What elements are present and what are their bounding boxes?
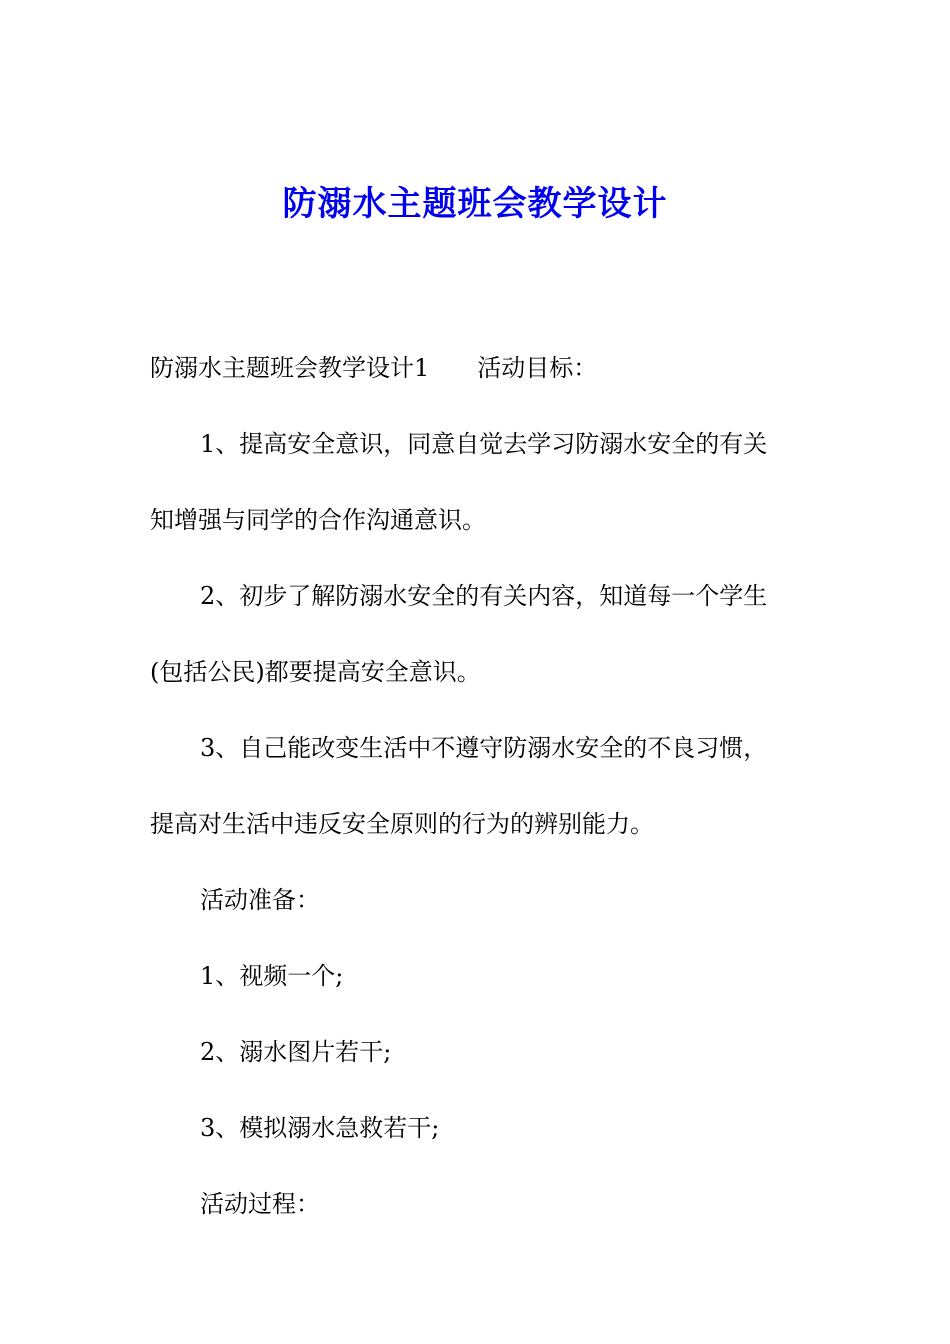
intro-right-text: 活动目标：: [477, 354, 598, 382]
prep-item-2: 2、溺水图片若干;: [200, 1038, 392, 1066]
prep-item-3: 3、模拟溺水急救若干;: [200, 1114, 440, 1142]
goal3-line2: 提高对生活中违反安全原则的行为的辨别能力。: [150, 810, 654, 838]
intro-line: [150, 330, 810, 406]
goal2-line1: 2、初步了解防溺水安全的有关内容，知道每一个学生: [200, 582, 768, 610]
goal2-line2: (包括公民)都要提高安全意识。: [150, 658, 481, 686]
goal1-line1: 1、提高安全意识，同意自觉去学习防溺水安全的有关: [200, 430, 768, 458]
goal3-line1: 3、自己能改变生活中不遵守防溺水安全的不良习惯，: [200, 734, 768, 762]
prep-heading: 活动准备：: [200, 886, 320, 914]
prep-item-1: 1、视频一个;: [200, 962, 344, 990]
intro-left-text: 防溺水主题班会教学设计1: [150, 354, 430, 382]
document-body: [150, 330, 810, 1242]
goal1-line2: 知增强与同学的合作沟通意识。: [150, 506, 486, 534]
page-title: 防溺水主题班会教学设计: [282, 184, 668, 224]
process-heading: 活动过程：: [200, 1190, 320, 1218]
